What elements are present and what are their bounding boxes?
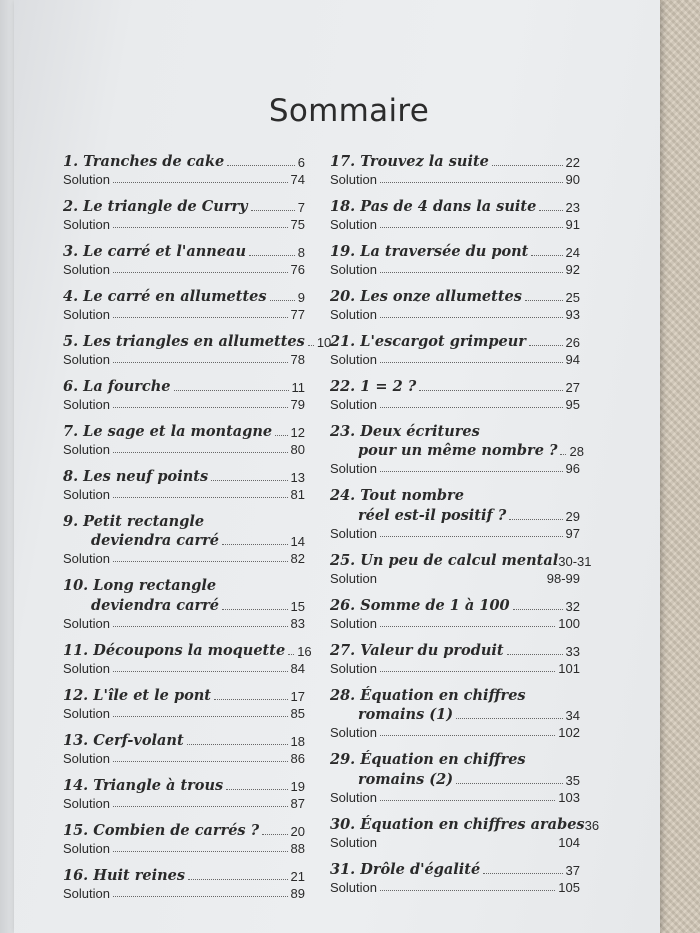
entry-solution-page-number: 101 [558, 660, 580, 676]
entry-title [63, 375, 305, 395]
dot-leader [174, 390, 289, 391]
dot-leader [380, 735, 555, 736]
entry-solution [330, 395, 580, 412]
entry-title [63, 195, 305, 215]
entry-title [330, 639, 580, 659]
entry-title-page-number: 17 [290, 688, 305, 704]
entry-solution-page-number: 80 [290, 441, 305, 457]
entry-title-continued-text: romains (1) [358, 706, 454, 723]
entry-title [330, 549, 592, 569]
entry-solution-page-number: 98-99 [546, 570, 580, 586]
entry-solution-text: Solution [63, 660, 110, 676]
entry-solution [330, 569, 580, 586]
entry-title [330, 813, 600, 833]
dot-leader [251, 210, 295, 211]
dot-leader [560, 454, 566, 455]
entry-title-text: 20. Les onze allumettes [330, 287, 522, 305]
entry-solution-page-number: 81 [290, 486, 305, 502]
entry-title-text: 28. Équation en chiffres [330, 686, 526, 704]
entry-solution-page-number: 83 [290, 615, 305, 631]
entry-solution-page-number: 79 [290, 396, 305, 412]
entry-title-continued [330, 440, 584, 460]
dot-leader [270, 300, 295, 301]
entry-solution-page-number: 74 [290, 171, 305, 187]
entry-title-page-number: 37 [565, 862, 580, 878]
entry-solution-page-number: 102 [558, 725, 580, 740]
entry-title-text: 30. Équation en chiffres arabes [330, 815, 585, 833]
entry-solution-text: Solution [330, 789, 377, 805]
entry-title-text: 14. Triangle à trous [63, 776, 224, 794]
entry-title-page-number: 13 [290, 469, 305, 485]
entry-solution [330, 260, 580, 277]
entry-solution-page-number: 84 [290, 660, 305, 676]
page-title: Sommaire [268, 93, 430, 129]
entry-title-page-number: 27 [565, 379, 580, 395]
entry-solution [330, 170, 580, 187]
entry-title [63, 510, 305, 530]
entry-title-page-number: 16 [297, 643, 312, 659]
entry-solution [330, 215, 580, 232]
dot-leader [492, 165, 563, 166]
dot-leader [456, 783, 562, 784]
toc-entry [330, 420, 584, 476]
entry-solution [330, 524, 580, 541]
dot-leader [113, 626, 288, 627]
toc-entry [63, 510, 305, 566]
entry-solution-page-number: 92 [565, 261, 580, 277]
entry-solution-page-number: 76 [290, 261, 305, 277]
toc-entry [330, 240, 580, 277]
entry-solution-text: Solution [330, 615, 377, 631]
toc-entry [63, 375, 305, 412]
toc-entry [63, 240, 305, 277]
entry-title-text: 26. Somme de 1 à 100 [330, 596, 510, 614]
entry-title-page-number: 36 [584, 817, 600, 833]
entry-solution-text: Solution [330, 351, 377, 367]
entry-title [330, 485, 580, 505]
entry-solution [63, 794, 305, 811]
entry-title-text: 7. Le sage et la montagne [63, 422, 273, 440]
dot-leader [513, 609, 563, 610]
toc-entry [330, 195, 580, 232]
entry-title-continued-page-number: 28 [569, 444, 584, 459]
toc-entry [330, 639, 580, 676]
dot-leader [113, 497, 288, 498]
dot-leader [380, 626, 555, 627]
entry-title-text: 10. Long rectangle [63, 577, 217, 594]
dot-leader [113, 362, 288, 363]
entry-title [330, 420, 580, 440]
entry-solution-page-number: 90 [565, 171, 580, 187]
dot-leader [419, 390, 562, 391]
dot-leader [214, 699, 288, 700]
entry-title [63, 575, 305, 595]
entry-solution-page-number: 94 [565, 351, 580, 367]
entry-title-continued-page-number: 35 [565, 772, 580, 788]
dot-leader [380, 671, 555, 672]
dot-leader [456, 718, 562, 719]
dot-leader [211, 480, 287, 481]
entry-solution-text: Solution [63, 216, 110, 232]
dot-leader [188, 879, 287, 880]
entry-title-page-number: 21 [290, 868, 305, 884]
entry-title-continued-text: romains (2) [358, 770, 454, 788]
entry-solution-page-number: 89 [290, 885, 305, 901]
dot-leader [249, 255, 295, 256]
entry-title-text: 24. Tout nombre [330, 487, 464, 504]
entry-title-text: 17. Trouvez la suite [330, 152, 489, 170]
entry-title-page-number: 32 [565, 598, 580, 614]
entry-solution-text: Solution [63, 396, 110, 412]
dot-leader [380, 317, 563, 318]
entry-solution-page-number: 78 [290, 351, 305, 367]
toc-column-left [63, 150, 332, 909]
entry-solution-text: Solution [330, 216, 377, 232]
entry-solution [63, 395, 305, 412]
toc-entry [330, 594, 580, 631]
dot-leader [380, 362, 563, 363]
entry-solution-text: Solution [330, 725, 377, 740]
entry-solution-page-number: 95 [565, 396, 580, 412]
entry-solution [330, 659, 580, 676]
entry-solution-text: Solution [63, 615, 110, 631]
entry-solution [330, 350, 580, 367]
dot-leader [227, 165, 295, 166]
entry-title [63, 774, 305, 794]
entry-solution-text: Solution [63, 705, 110, 721]
entry-title [330, 330, 580, 350]
entry-solution [63, 659, 305, 676]
entry-title-page-number: 8 [297, 244, 305, 260]
entry-solution-page-number: 91 [565, 216, 580, 232]
entry-title [63, 330, 332, 350]
entry-solution [63, 839, 305, 856]
toc-entry [330, 858, 580, 895]
entry-title-page-number: 20 [290, 823, 305, 839]
entry-title-text: 8. Les neuf points [63, 467, 209, 485]
dot-leader [308, 345, 314, 346]
dot-leader [226, 789, 287, 790]
entry-title-text: 23. Deux écritures [330, 422, 480, 440]
entry-title-text: 29. Équation en chiffres [330, 751, 526, 768]
toc-entry [330, 749, 580, 805]
entry-solution-text: Solution [330, 525, 377, 541]
entry-title-text: 16. Huit reines [63, 866, 186, 884]
dot-leader [275, 435, 287, 436]
entry-title [330, 240, 580, 260]
toc-entry [330, 485, 580, 541]
entry-title [330, 594, 580, 614]
entry-solution-text: Solution [63, 261, 110, 277]
toc-entry [63, 195, 305, 232]
entry-solution-page-number: 104 [558, 834, 580, 850]
entry-title-continued-page-number: 34 [565, 708, 580, 723]
toc-entry [63, 330, 332, 367]
entry-title-continued-text: réel est-il positif ? [358, 506, 507, 524]
entry-title [63, 639, 312, 659]
toc-entry [63, 819, 305, 856]
entry-solution [63, 350, 305, 367]
entry-solution [63, 749, 305, 766]
entry-title-text: 2. Le triangle de Curry [63, 197, 248, 215]
entry-title-text: 3. Le carré et l'anneau [63, 242, 246, 260]
entry-solution [63, 215, 305, 232]
entry-solution [330, 305, 580, 322]
dot-leader [262, 834, 287, 835]
entry-solution [330, 723, 580, 740]
entry-title [63, 240, 305, 260]
dot-leader [222, 609, 288, 610]
entry-solution-page-number: 105 [558, 879, 580, 895]
toc-entry [63, 465, 305, 502]
entry-title-text: 31. Drôle d'égalité [330, 860, 481, 878]
entry-solution-text: Solution [63, 306, 110, 322]
entry-solution [63, 485, 305, 502]
entry-title-page-number: 11 [291, 379, 305, 395]
entry-title-page-number: 25 [565, 289, 580, 305]
dot-leader [113, 806, 288, 807]
entry-title-page-number: 6 [297, 154, 305, 170]
dot-leader [113, 851, 288, 852]
toc-entry [63, 774, 305, 811]
entry-solution-text: Solution [63, 551, 110, 566]
dot-leader [380, 407, 563, 408]
entry-solution-text: Solution [63, 486, 110, 502]
toc-entry [330, 150, 580, 187]
toc-entry [63, 639, 312, 676]
toc-entry [63, 285, 305, 322]
dot-leader [531, 255, 562, 256]
entry-title-continued-page-number: 29 [565, 508, 580, 524]
entry-title-continued [330, 704, 580, 724]
entry-solution-text: Solution [330, 570, 377, 586]
toc-entry [63, 729, 305, 766]
entry-title-text: 9. Petit rectangle [63, 512, 205, 530]
toc-entry [330, 285, 580, 322]
entry-solution-page-number: 86 [290, 750, 305, 766]
dot-leader [525, 300, 563, 301]
entry-title [63, 684, 305, 704]
entry-title-text: 15. Combien de carrés ? [63, 821, 260, 839]
entry-solution-text: Solution [63, 351, 110, 367]
entry-solution-page-number: 97 [565, 525, 580, 541]
entry-title [330, 150, 580, 170]
entry-title-continued [63, 530, 305, 550]
entry-title-page-number: 22 [565, 154, 580, 170]
entry-solution-page-number: 88 [290, 840, 305, 856]
entry-title-text: 18. Pas de 4 dans la suite [330, 197, 537, 215]
entry-title-text: 21. L'escargot grimpeur [330, 332, 526, 350]
dot-leader [222, 544, 288, 545]
entry-title-continued-text: deviendra carré [91, 596, 220, 614]
entry-solution-text: Solution [330, 834, 377, 850]
dot-leader [113, 671, 288, 672]
entry-title-page-number: 24 [565, 244, 580, 260]
entry-title-page-number: 26 [565, 334, 580, 350]
entry-title-page-number: 18 [290, 733, 305, 749]
toc-entry [330, 684, 580, 740]
entry-title [330, 195, 580, 215]
entry-solution-page-number: 103 [558, 789, 580, 805]
entry-title-continued-text: pour un même nombre ? [358, 442, 558, 459]
dot-leader [380, 227, 563, 228]
entry-title-page-number: 12 [290, 424, 305, 440]
entry-title-page-number: 10 [316, 334, 332, 350]
entry-solution-page-number: 87 [290, 795, 305, 811]
entry-solution-text: Solution [63, 885, 110, 901]
entry-solution [330, 833, 580, 850]
dot-leader [113, 182, 288, 183]
entry-solution-page-number: 77 [290, 306, 305, 322]
dot-leader [380, 471, 563, 472]
entry-solution-text: Solution [330, 660, 377, 676]
entry-title-text: 11. Découpons la moquette [63, 641, 286, 659]
entry-solution-text: Solution [330, 261, 377, 277]
toc-entry [63, 150, 305, 187]
dot-leader [380, 536, 563, 537]
dot-leader [113, 761, 288, 762]
entry-title [63, 285, 305, 305]
dot-leader [113, 561, 288, 562]
entry-solution-page-number: 100 [558, 615, 580, 631]
entry-title [63, 150, 305, 170]
entry-title-continued [330, 504, 580, 524]
entry-title-text: 5. Les triangles en allumettes [63, 332, 305, 350]
entry-title-text: 25. Un peu de calcul mental [330, 551, 559, 569]
entry-solution-text: Solution [63, 840, 110, 856]
entry-title [330, 684, 580, 704]
entry-title [330, 375, 580, 395]
toc-entry [63, 575, 305, 631]
entry-title-text: 22. 1 = 2 ? [330, 377, 417, 395]
entry-solution [63, 260, 305, 277]
entry-title-continued-page-number: 15 [290, 598, 305, 614]
entry-title-continued-page-number: 14 [290, 534, 305, 549]
dot-leader [113, 407, 288, 408]
entry-solution [330, 878, 580, 895]
entry-solution-text: Solution [63, 171, 110, 187]
dot-leader [380, 182, 563, 183]
entry-title [63, 465, 305, 485]
entry-solution-page-number: 96 [565, 461, 580, 476]
entry-solution [330, 788, 580, 805]
entry-title-page-number: 30-31 [558, 553, 592, 569]
entry-title-page-number: 9 [297, 289, 305, 305]
entry-title [63, 729, 305, 749]
entry-title-text: 19. La traversée du pont [330, 242, 529, 260]
entry-solution-text: Solution [330, 879, 377, 895]
entry-solution-text: Solution [63, 795, 110, 811]
entry-solution-page-number: 82 [290, 551, 305, 566]
dot-leader [380, 800, 555, 801]
entry-solution-text: Solution [330, 306, 377, 322]
entry-title [330, 285, 580, 305]
entry-title [330, 858, 580, 878]
dot-leader [380, 272, 563, 273]
entry-solution [63, 704, 305, 721]
entry-title-continued-text: deviendra carré [91, 532, 220, 549]
entry-solution [63, 549, 305, 566]
entry-solution-page-number: 93 [565, 306, 580, 322]
entry-title-page-number: 19 [290, 778, 305, 794]
entry-solution-text: Solution [63, 441, 110, 457]
toc-entry [330, 549, 592, 586]
toc-entry [63, 684, 305, 721]
entry-solution [63, 440, 305, 457]
entry-title-text: 1. Tranches de cake [63, 152, 225, 170]
entry-solution-text: Solution [330, 461, 377, 476]
entry-solution [330, 459, 580, 476]
entry-solution [63, 884, 305, 901]
dot-leader [113, 716, 288, 717]
entry-title-text: 27. Valeur du produit [330, 641, 504, 659]
entry-solution-text: Solution [330, 396, 377, 412]
toc-entry [63, 420, 305, 457]
entry-solution [63, 614, 305, 631]
dot-leader [113, 227, 288, 228]
toc-entry [330, 375, 580, 412]
entry-title-text: 4. Le carré en allumettes [63, 287, 267, 305]
entry-title [330, 749, 580, 769]
dot-leader [483, 873, 562, 874]
entry-solution-page-number: 85 [290, 705, 305, 721]
entry-title-page-number: 33 [565, 643, 580, 659]
entry-solution [63, 170, 305, 187]
entry-solution-page-number: 75 [290, 216, 305, 232]
dot-leader [380, 890, 555, 891]
entry-title [63, 864, 305, 884]
toc-entry [63, 864, 305, 901]
dot-leader [529, 345, 563, 346]
entry-title-text: 13. Cerf-volant [63, 731, 184, 749]
dot-leader [187, 744, 288, 745]
entry-title-text: 12. L'île et le pont [63, 686, 212, 704]
dot-leader [113, 452, 288, 453]
dot-leader [113, 896, 288, 897]
entry-title [63, 819, 305, 839]
entry-solution-text: Solution [330, 171, 377, 187]
entry-title [63, 420, 305, 440]
dot-leader [509, 519, 562, 520]
toc-column-right [330, 150, 600, 903]
toc-entry [330, 813, 600, 850]
entry-solution [330, 614, 580, 631]
dot-leader [288, 654, 294, 655]
entry-title-continued [63, 594, 305, 614]
entry-title-page-number: 7 [297, 199, 305, 215]
dot-leader [113, 272, 288, 273]
entry-solution [63, 305, 305, 322]
entry-title-text: 6. La fourche [63, 377, 171, 395]
entry-title-continued [330, 768, 580, 788]
entry-solution-text: Solution [63, 750, 110, 766]
dot-leader [507, 654, 563, 655]
dot-leader [539, 210, 562, 211]
entry-title-page-number: 23 [565, 199, 580, 215]
toc-entry [330, 330, 580, 367]
dot-leader [113, 317, 288, 318]
